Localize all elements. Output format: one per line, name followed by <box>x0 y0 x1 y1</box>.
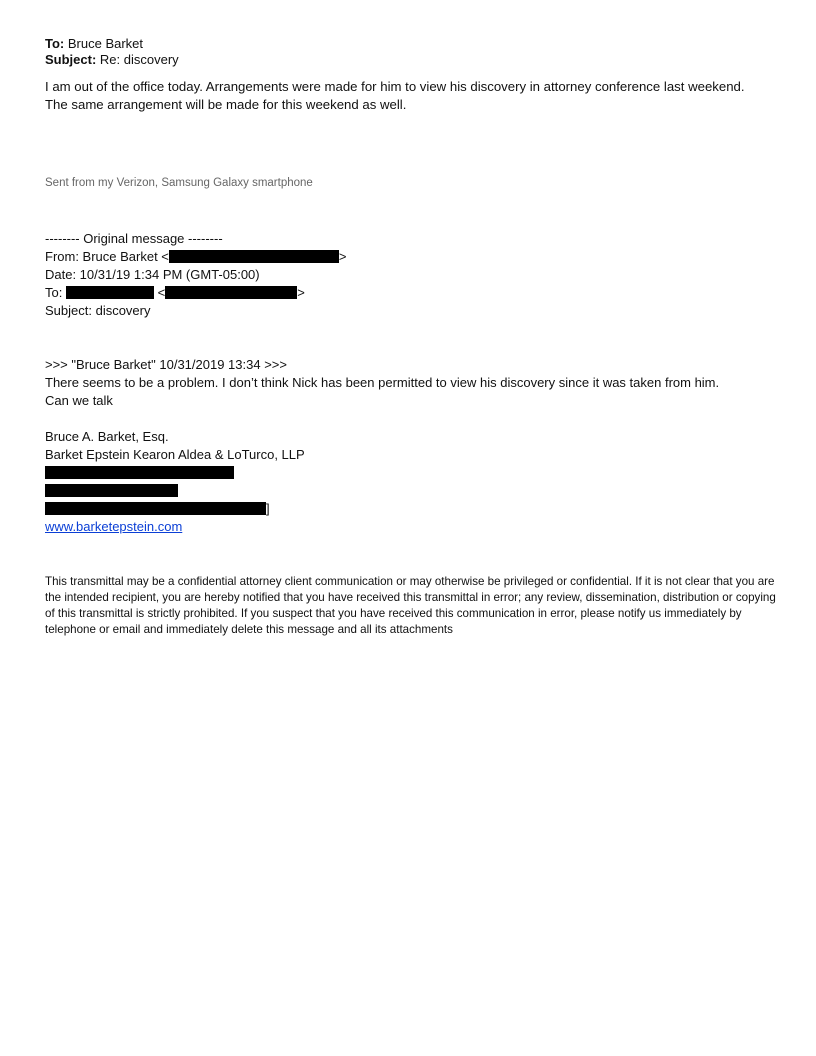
redaction-box <box>169 250 339 263</box>
confidentiality-disclaimer: This transmittal may be a confidential attorney client communication or may otherwise be privileged or confidential. If it is not clear that you are the intended recipient, you are hereby notified that you have received this transmittal in error; any review, dissemination, distribution or copying of this transmittal is strictly prohibited. If you suspect that you have received this communication in error, please notify us immediately by telephone or email and immediately delete this message and all its attachments <box>45 575 776 636</box>
reply-line-1: I am out of the office today. Arrangements were made for him to view his discovery in attorney conference last weekend. <box>45 79 745 94</box>
signature-firm: Barket Epstein Kearon Aldea & LoTurco, LLP <box>45 447 305 462</box>
redaction-box <box>45 484 178 497</box>
subject-label: Subject: <box>45 52 97 67</box>
quoted-line-2: Can we talk <box>45 393 113 408</box>
original-from-prefix: From: Bruce Barket < <box>45 249 169 264</box>
email-header <box>45 36 775 68</box>
signature-redacted-line-1 <box>45 464 775 482</box>
original-to-suffix: > <box>297 285 305 300</box>
subject-value: Re: discovery <box>99 52 179 67</box>
original-divider: -------- Original message -------- <box>45 231 223 246</box>
device-signature: Sent from my Verizon, Samsung Galaxy smartphone <box>45 177 313 189</box>
website-link[interactable]: www.barketepstein.com <box>45 519 183 534</box>
signature-website-row <box>45 518 775 536</box>
quoted-header: >>> "Bruce Barket" 10/31/2019 13:34 >>> <box>45 357 287 372</box>
redaction-box <box>45 502 266 515</box>
reply-line-2: The same arrangement will be made for this weekend as well. <box>45 97 407 112</box>
original-from-line <box>45 248 775 266</box>
original-to-prefix: To: <box>45 285 63 300</box>
original-date-line: Date: 10/31/19 1:34 PM (GMT-05:00) <box>45 267 260 282</box>
redaction-box <box>165 286 297 299</box>
signature-name: Bruce A. Barket, Esq. <box>45 429 169 444</box>
subject-line <box>45 52 775 68</box>
original-from-suffix: > <box>338 249 347 264</box>
quoted-message <box>45 356 775 410</box>
to-label: To: <box>45 36 65 51</box>
redaction-box <box>45 466 234 479</box>
to-line <box>45 36 775 52</box>
signature-block <box>45 428 775 536</box>
signature-bracket: ] <box>266 501 270 516</box>
redaction-box <box>66 286 154 299</box>
original-to-line <box>45 284 775 302</box>
email-document <box>45 36 775 638</box>
original-message-header <box>45 230 775 320</box>
quoted-line-1: There seems to be a problem. I don’t think Nick has been permitted to view his discovery since it was taken from him. <box>45 375 720 390</box>
signature-redacted-line-2 <box>45 482 775 500</box>
reply-body <box>45 78 775 114</box>
original-to-mid: < <box>157 285 166 300</box>
original-subject-line: Subject: discovery <box>45 303 151 318</box>
signature-redacted-line-3 <box>45 500 775 518</box>
to-value: Bruce Barket <box>67 36 144 51</box>
